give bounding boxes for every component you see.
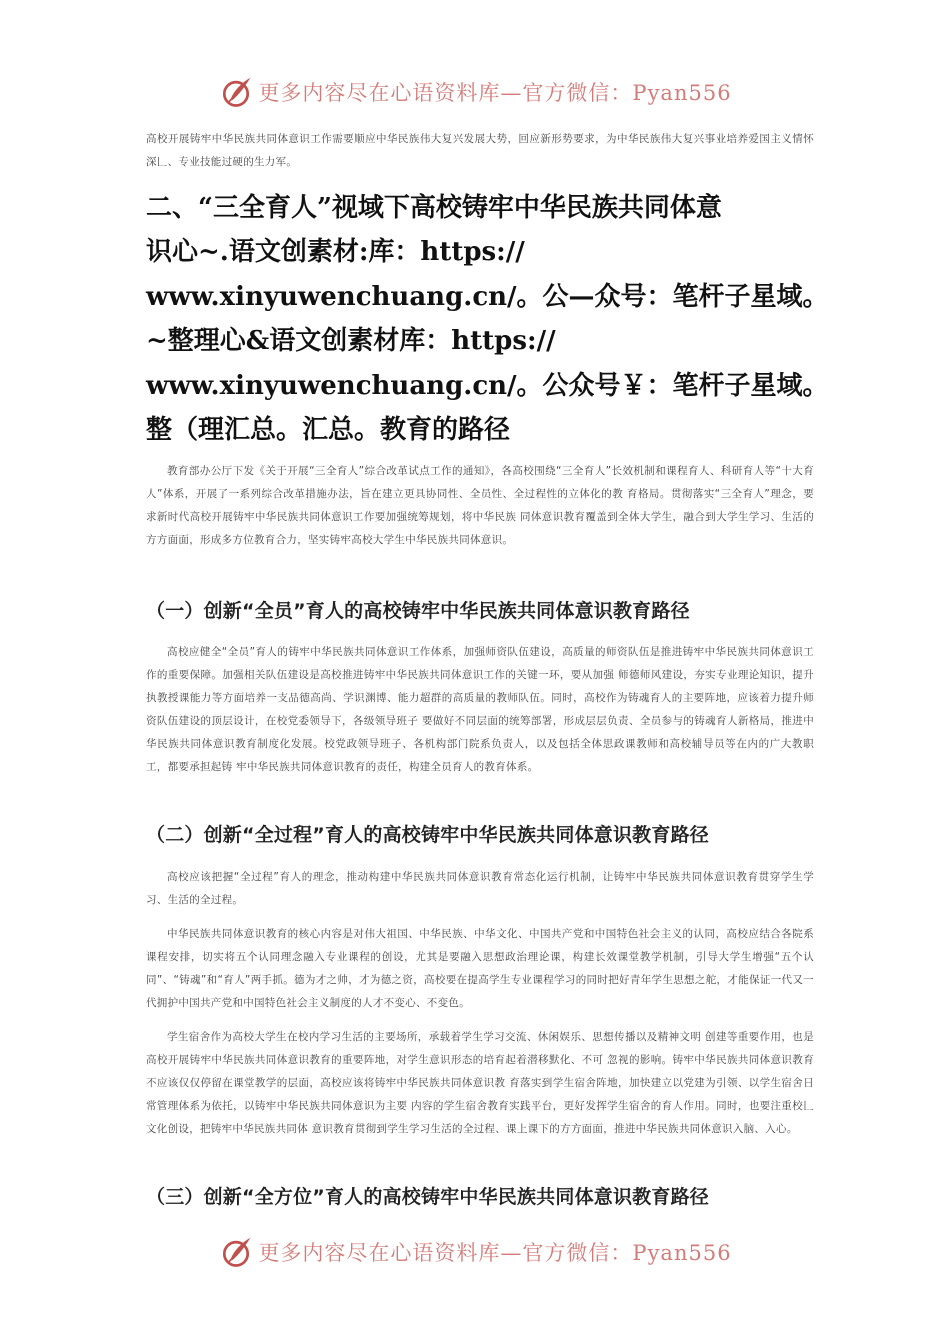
section-heading-line: www.xinyuwenchuang.cn/。公—众号：笔杆子星域。 <box>146 281 829 312</box>
intro-block <box>146 128 814 174</box>
section-heading-line: 识心~.语文创素材:库：https:// <box>146 237 525 268</box>
feather-pen-logo-icon <box>218 74 254 110</box>
section-heading-line: ~整理心&语文创素材库：https:// <box>146 326 556 357</box>
feather-pen-logo-icon <box>218 1234 254 1270</box>
subsection-body-2 <box>146 866 814 1141</box>
section-heading-line: 整（理汇总。汇总。教育的路径 <box>146 415 511 446</box>
section-heading <box>146 186 829 452</box>
intro-paragraph: 高校开展铸牢中华民族共同体意识工作需要顺应中华民族伟大复兴发展大势，回应新形势要求，为中华民族伟大复兴事业培养爱国主义情怀深𠃊、专业技能过硬的生力军。 <box>146 133 814 168</box>
subsection-paragraph: 高校应健全“全员”育人的铸牢中华民族共同体意识工作体系，加强师资队伍建设，高质量的师资队伍是推进铸牢中华民族共同体意识工作的重要保障。加强相关队伍建设是高校推进铸牢中华民族共同体意识工作的关键一环，要从加强 师德师风建设，夯实专业理论知识，提升执教授课能力等方面培养一支品德高尚、学识渊博、能力超群的高质量的教师队伍。同时，高校作为铸魂育人的主要阵地，应该着力提升师资队伍建设的顶层设计，在校党委领导下，各级领导班子 要做好不同层面的统筹部署，形成层层负责、全员参与的铸魂育人新格局，推进中华民族共同体意识教育制度化发展。校党政领导班子、各机构部门院系负责人，以及包括全体思政课教师和高校辅导员等在内的广大教职工，都要承担起铸 牢中华民族共同体意识教育的责任，构建全员育人的教育体系。 <box>146 646 814 773</box>
subsection-heading-1: （一）创新“全员”育人的高校铸牢中华民族共同体意识教育路径 <box>146 600 690 622</box>
section-paragraph: 教育部办公厅下发《关于开展“三全育人”综合改革试点工作的通知》，各高校围绕“三全育人”长效机制和课程育人、科研育人等“十大育人”体系，开展了一系列综合改革措施办法，旨在建立更具协同性、全员性、全过程性的立体化的教 育格局。贯彻落实“三全育人”理念，要求新时代高校开展铸牢中华民族共同体意识工作要加强统筹规划，将中华民族 同体意识教育覆盖到全体大学生，融合到大学生学习、生活的方方面面，形成多方位教育合力，坚实铸牢高校大学生中华民族共同体意识。 <box>146 465 814 546</box>
banner-text: 更多内容尽在心语资料库—官方微信：Pyan556 <box>258 1241 732 1265</box>
footer-banner <box>0 1232 950 1272</box>
subsection-paragraph: 学生宿舍作为高校大学生在校内学习生活的主要场所，承载着学生学习交流、休闲娱乐、思想传播以及精神文明 创建等重要作用，也是高校开展铸牢中华民族共同体意识教育的重要阵地，对学生意识形态的培育起着潜移默化、不可 忽视的影响。铸牢中华民族共同体意识教育不应该仅仅停留在课堂教学的层面，高校应该将铸牢中华民族共同体意识教 育落实到学生宿舍阵地，加快建立以党建为引领、以学生宿舍日常管理体系为依托，以铸牢中华民族共同体意识为主要 内容的学生宿舍教育实践平台，更好发挥学生宿舍的育人作用。同时，也要注重校𠃊文化创设，把铸牢中华民族共同体 意识教育贯彻到学生学习生活的全过程、课上课下的方方面面，推进中华民族共同体意识入脑、入心。 <box>146 1031 814 1135</box>
subsection-heading-2: （二）创新“全过程”育人的高校铸牢中华民族共同体意识教育路径 <box>146 824 709 846</box>
header-banner <box>0 72 950 112</box>
section-heading-line: www.xinyuwenchuang.cn/。公众号￥：笔杆子星域。 <box>146 370 829 401</box>
subsection-paragraph: 中华民族共同体意识教育的核心内容是对伟大祖国、中华民族、中华文化、中国共产党和中国特色社会主义的认同，高校应结合各院系课程安排，切实将五个认同理念融入专业课程的创设，尤其是要融入思想政治理论课，构建长效课堂教学机制，引导大学生增强“五个认同”、“铸魂”和“育人”两手抓。德为才之帅，才为德之资，高校要在提高学生专业课程学习的同时把好青年学生思想之舵，才能保证一代又一代拥护中国共产党和中国特色社会主义制度的人才不变心、不变色。 <box>146 928 814 1009</box>
banner-text: 更多内容尽在心语资料库—官方微信：Pyan556 <box>258 81 732 105</box>
section-body <box>146 460 814 552</box>
subsection-heading-3: （三）创新“全方位”育人的高校铸牢中华民族共同体意识教育路径 <box>146 1186 709 1208</box>
subsection-body-1 <box>146 641 814 779</box>
subsection-paragraph: 高校应该把握“全过程”育人的理念，推动构建中华民族共同体意识教育常态化运行机制，让铸牢中华民族共同体意识教育贯穿学生学习、生活的全过程。 <box>146 871 814 906</box>
section-heading-line: 二、“三全育人”视域下高校铸牢中华民族共同体意 <box>146 193 722 223</box>
